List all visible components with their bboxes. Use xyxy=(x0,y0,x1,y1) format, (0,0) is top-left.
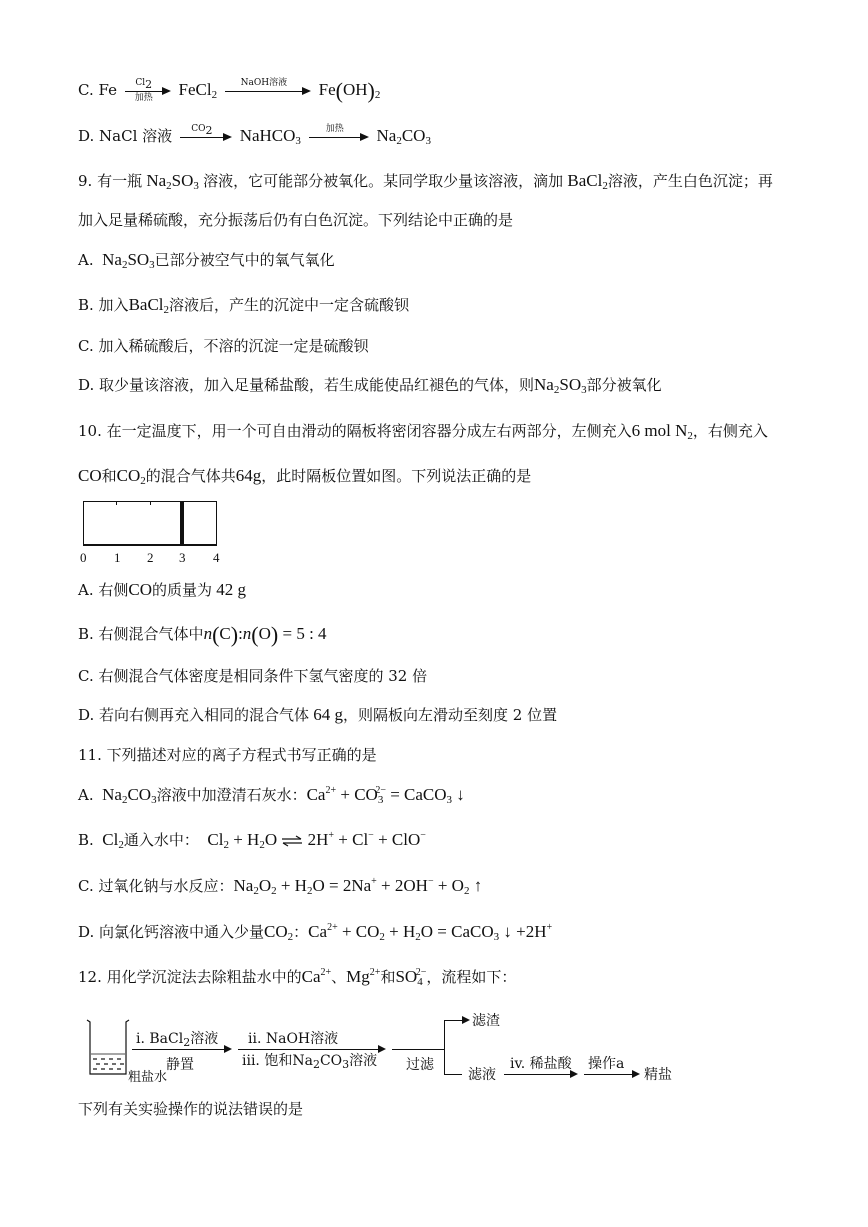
scale-label: 1 xyxy=(114,550,121,565)
container-box xyxy=(83,501,217,545)
arrow-condition-top: 加热 xyxy=(325,124,344,134)
q8-option-d xyxy=(78,125,431,148)
formula-fecl2: FeCl$_2$ xyxy=(178,80,218,101)
flow-arrow-head xyxy=(632,1070,640,1078)
scale-label: 3 xyxy=(179,550,186,565)
product-label: 精盐 xyxy=(644,1067,672,1083)
q9-option-c: C. 加入稀硫酸后，不溶的沉淀一定是硫酸钡 xyxy=(78,337,369,355)
beaker-label: 粗盐水 xyxy=(128,1070,168,1085)
step-i-label: i. BaCl$_2$溶液 xyxy=(136,1031,219,1049)
scale-label: 4 xyxy=(213,550,220,565)
q8-c-label: C. Fe xyxy=(78,81,117,99)
beaker-icon xyxy=(84,1018,130,1076)
q10-option-a: A. 右侧CO的质量为 42 g xyxy=(78,580,247,599)
flow-line xyxy=(392,1049,444,1050)
q12-stem: 12. 用化学沉淀法去除粗盐水中的$Ca^{2+}$、$Mg^{2+}$和$SO_4^{2-}$，流程如下： xyxy=(78,967,517,988)
formula-feoh2: $Fe(OH)_2$ xyxy=(318,78,381,103)
tick-mark xyxy=(150,501,151,505)
filtrate-label: 滤液 xyxy=(468,1067,496,1083)
flow-arrow-head xyxy=(224,1045,232,1053)
reaction-arrow xyxy=(309,126,369,148)
operation-label: 操作a xyxy=(588,1056,625,1072)
arrow-condition-bottom: 加热 xyxy=(134,93,153,103)
q8-d-label: D. NaCl 溶液 xyxy=(78,127,173,145)
flow-arrow-head xyxy=(570,1070,578,1078)
q9-option-b: B. 加入BaCl$_2$溶液后，产生的沉淀中一定含硫酸钡 xyxy=(78,295,410,316)
q9-stem-line1: 9. 有一瓶 $Na_2SO_3$ 溶液，它可能部分被氧化。某同学取少量该溶液，滴加 BaCl$_2$溶液，产生白色沉淀；再 xyxy=(78,171,773,192)
process-flow-diagram xyxy=(78,1008,718,1088)
scale-label: 2 xyxy=(147,550,154,565)
reaction-arrow xyxy=(225,80,311,102)
flow-arrow-line xyxy=(584,1074,632,1075)
partition-bar xyxy=(180,501,184,545)
step-ii-label: ii. NaOH溶液 xyxy=(248,1031,339,1047)
q10-option-b: B. 右侧混合气体中n(C):n(O) = 5 : 4 xyxy=(78,622,327,647)
q11-option-b: B. $Cl_2$通入水中： $Cl_2 + H_2O$ 2H+ + Cl− + ClO− xyxy=(78,830,426,851)
q11-option-a: A. $Na_2CO_3$溶液中加澄清石灰水：$Ca^{2+} + CO_3^{2-}$ = CaCO$_3$ ↓ xyxy=(78,785,465,806)
arrow-condition-top: CO xyxy=(191,124,206,134)
q12-question: 下列有关实验操作的说法错误的是 xyxy=(78,1100,304,1118)
subscript: 2 xyxy=(145,78,153,91)
reaction-arrow xyxy=(180,126,232,148)
q10-option-c: C. 右侧混合气体密度是相同条件下氢气密度的 32 倍 xyxy=(78,667,428,685)
arrow-condition-top: Cl xyxy=(135,78,146,88)
flow-arrow-line xyxy=(444,1020,462,1021)
flow-arrow-head xyxy=(462,1016,470,1024)
q9-option-a: A. $Na_2SO_3$已部分被空气中的氧气氧化 xyxy=(78,250,335,271)
flow-arrow-head xyxy=(378,1045,386,1053)
step-iv-label: iv. 稀盐酸 xyxy=(510,1056,572,1072)
subscript: 2 xyxy=(205,124,213,137)
reaction-arrow xyxy=(125,80,171,102)
scale-axis xyxy=(83,545,217,546)
flow-line xyxy=(444,1074,462,1075)
scale-label: 0 xyxy=(80,550,87,565)
filter-label: 过滤 xyxy=(406,1057,434,1073)
flow-branch-line xyxy=(444,1020,445,1074)
container-partition-figure xyxy=(80,499,225,569)
q9-stem-line2: 加入足量稀硫酸，充分振荡后仍有白色沉淀。下列结论中正确的是 xyxy=(78,211,514,229)
q10-stem-line1: 10. 在一定温度下，用一个可自由滑动的隔板将密闭容器分成左右两部分，左侧充入6 mol $N_2$，右侧充入 xyxy=(78,421,768,442)
q11-stem: 11. 下列描述对应的离子方程式书写正确的是 xyxy=(78,746,377,764)
q10-option-d: D. 若向右侧再充入相同的混合气体 64 g，则隔板向左滑动至刻度 2 位置 xyxy=(78,705,558,724)
flow-arrow-line xyxy=(132,1049,224,1050)
step-iii-label: iii. 饱和$Na_2CO_3$溶液 xyxy=(242,1053,378,1071)
flow-arrow-line xyxy=(504,1074,570,1075)
q11-option-c: C. 过氧化钠与水反应：$Na_2O_2 + H_2O = 2Na^+ + 2OH^- + O_2$ ↑ xyxy=(78,876,483,897)
tick-mark xyxy=(116,501,117,505)
step-i-condition: 静置 xyxy=(166,1057,194,1073)
q11-option-d: D. 向氯化钙溶液中通入少量$CO_2$：$Ca^{2+} + CO_2 + H_2O$ = CaCO$_3$ ↓ +2H+ xyxy=(78,922,553,943)
residue-label: 滤渣 xyxy=(472,1013,500,1029)
formula-nahco3: NaHCO$_3$ xyxy=(239,126,301,147)
q8-option-c xyxy=(78,79,380,102)
arrow-condition-top: NaOH溶液 xyxy=(240,78,288,88)
q9-option-d: D. 取少量该溶液，加入足量稀盐酸，若生成能使品红褪色的气体，则$Na_2SO_3$部分被氧化 xyxy=(78,375,662,396)
equilibrium-arrow-icon xyxy=(281,835,303,847)
formula-na2co3: $Na_2CO_3$ xyxy=(376,126,431,147)
q10-stem-line2: CO和$CO_2$的混合气体共64g，此时隔板位置如图。下列说法正确的是 xyxy=(78,466,532,487)
